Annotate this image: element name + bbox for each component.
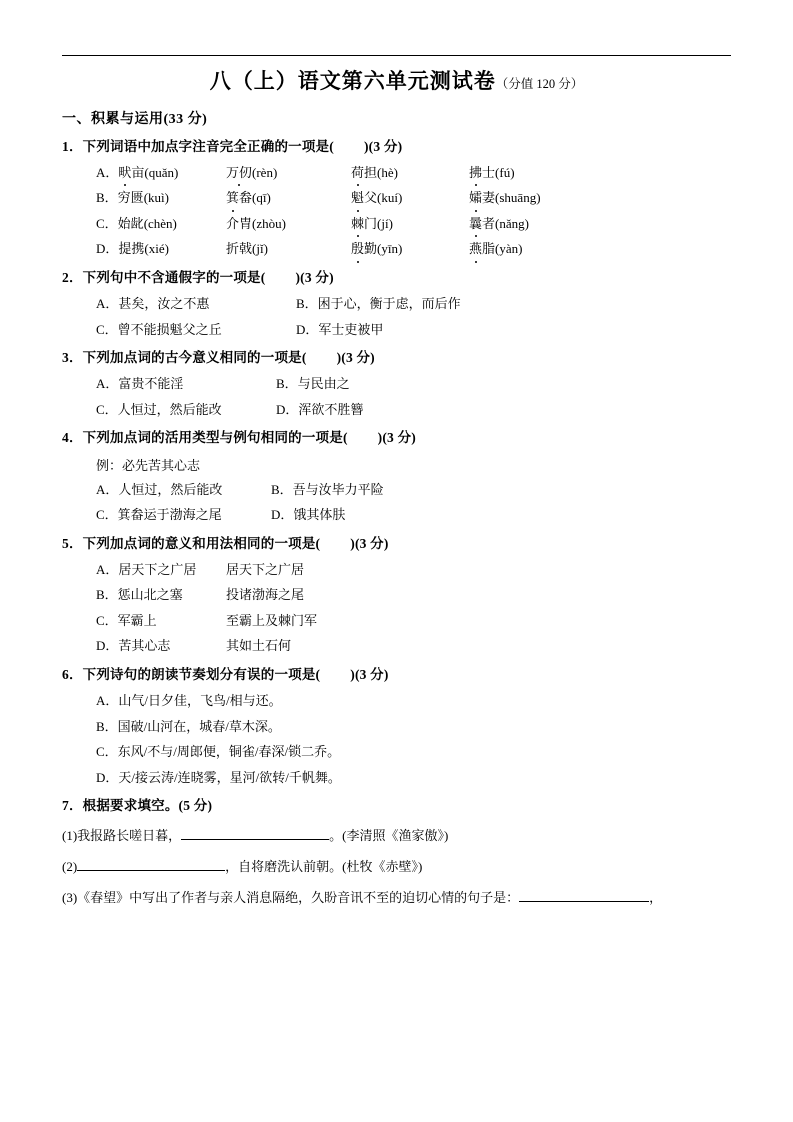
option-row (96, 611, 731, 631)
question-2-options (62, 294, 731, 339)
option-row (96, 691, 731, 711)
question-6-stem (62, 665, 731, 685)
fill-suffix: 。(李清照《渔家傲》) (329, 828, 449, 844)
section-heading-1: 一、积累与运用(33 分) (62, 111, 208, 127)
question-6 (62, 665, 731, 787)
dotted-char: 拂 (469, 163, 482, 183)
fill-prefix: (1)我报路长嗟日暮， (62, 828, 182, 844)
question-3-stem (62, 348, 731, 368)
option-word: 担 (364, 164, 378, 180)
option-row (96, 742, 731, 762)
option-d: D．军士吏被甲 (296, 321, 384, 337)
question-5 (62, 534, 731, 656)
option-row (96, 768, 731, 788)
option-word: 父 (364, 190, 378, 206)
option-row (96, 188, 731, 208)
option-row (96, 505, 731, 525)
question-5-tail: )(3 分) (350, 535, 389, 551)
pinyin: (nǎng) (495, 215, 529, 231)
answer-blank[interactable] (519, 889, 649, 902)
question-6-tail: )(3 分) (350, 666, 389, 682)
option-item (351, 214, 469, 234)
pinyin: (jǐ) (252, 241, 268, 257)
question-2-number: 2． (62, 269, 83, 285)
fill-prefix: (2) (62, 859, 78, 875)
option-item (469, 214, 587, 234)
option-word: 畚 (239, 190, 253, 206)
dotted-char: 曩 (469, 214, 482, 234)
pinyin: (yīn) (377, 241, 403, 257)
question-4-number: 4． (62, 430, 83, 446)
option-c (96, 214, 226, 234)
option-b-second: 投诸渤海之尾 (226, 587, 305, 603)
question-5-stem (62, 534, 731, 554)
pinyin: (kuí) (377, 190, 403, 206)
question-7-number: 7． (62, 798, 83, 813)
fill-suffix: ， (649, 890, 663, 906)
option-b: B．国破/山河在，城春/草木深。 (96, 718, 281, 734)
dotted-char: 畎 (118, 163, 131, 183)
option-row (96, 585, 731, 605)
option-label: D． (96, 241, 119, 257)
dotted-char: 棘 (351, 214, 364, 234)
dotted-char: 荷 (351, 163, 364, 183)
question-7 (62, 796, 731, 910)
question-5-options (62, 560, 731, 656)
fill-blank-1 (62, 825, 731, 847)
question-1-stem (62, 137, 731, 157)
question-1-tail: )(3 分) (363, 138, 403, 154)
option-item (226, 214, 351, 234)
option-row (96, 239, 731, 259)
question-1-number: 1． (62, 138, 83, 154)
fill-blank-2 (62, 856, 731, 878)
question-5-number: 5． (62, 535, 83, 551)
header-rule (62, 55, 731, 56)
option-d: D．浑欲不胜簪 (276, 401, 364, 417)
option-item (351, 188, 469, 208)
question-2-tail: )(3 分) (295, 269, 334, 285)
question-1 (62, 137, 731, 259)
option-word: 提携 (118, 241, 145, 257)
question-4-options (62, 480, 731, 525)
pinyin: (xié) (144, 241, 169, 257)
question-4-tail: )(3 分) (377, 430, 416, 446)
option-a: A．人恒过，然后能改 (96, 481, 223, 497)
question-6-options (62, 691, 731, 787)
question-2-text: 下列句中不含通假字的一项是( (82, 269, 266, 285)
option-a: A．甚矣，汝之不惠 (96, 296, 210, 311)
question-4 (62, 428, 731, 524)
question-5-text: 下列加点词的意义和用法相同的一项是( (82, 535, 321, 551)
option-item (226, 239, 351, 259)
question-4-text: 下列加点词的活用类型与例句相同的一项是( (82, 430, 348, 446)
option-row (96, 374, 731, 394)
option-word: 介胄 (226, 215, 253, 231)
option-row (96, 294, 731, 314)
question-4-example: 例：必先苦其心志 (96, 457, 201, 473)
option-item (226, 188, 351, 208)
dotted-char: 孀 (469, 188, 482, 208)
option-label: C． (96, 215, 118, 231)
question-3-number: 3． (62, 350, 83, 365)
option-c: C．人恒过，然后能改 (96, 401, 222, 417)
option-d-second: 其如土石何 (226, 638, 292, 654)
question-6-number: 6． (62, 666, 83, 682)
option-row (96, 717, 731, 737)
option-b: B．惩山北之塞 (96, 587, 183, 603)
option-d: D．天/接云涛/连晓雾，星河/欲转/千帆舞。 (96, 769, 341, 785)
pinyin: (yàn) (495, 241, 523, 257)
option-d: D．苦其心志 (96, 638, 171, 654)
option-c-second: 至霸上及棘门军 (226, 612, 318, 628)
pinyin: (hè) (377, 164, 398, 180)
dotted-char: 万仞 (226, 163, 252, 183)
dotted-char: 燕 (469, 239, 482, 259)
option-word: 妻 (482, 190, 496, 206)
option-c: C．箕畚运于渤海之尾 (96, 507, 222, 522)
option-item (351, 163, 469, 183)
option-item (469, 188, 587, 208)
pinyin: (jí) (377, 215, 393, 231)
option-item (351, 239, 469, 259)
question-3-options (62, 374, 731, 419)
question-3-text: 下列加点词的古今意义相同的一项是( (82, 350, 307, 365)
option-word: 门 (364, 215, 378, 231)
option-c: C．东风/不与/周郎便，铜雀/春深/锁二乔。 (96, 744, 341, 759)
option-row (96, 214, 731, 234)
question-2-stem (62, 268, 731, 288)
pinyin: (kuì) (143, 190, 169, 206)
option-word: 勤 (364, 241, 378, 257)
option-b: B．与民由之 (276, 376, 350, 392)
question-4-stem (62, 428, 731, 448)
option-row (96, 163, 731, 183)
option-word: 脂 (482, 241, 496, 257)
option-word: 折戟 (226, 241, 253, 257)
question-1-text: 下列词语中加点字注音完全正确的一项是( (82, 138, 334, 154)
pinyin: (quǎn) (144, 164, 179, 180)
option-a: A．山气/日夕佳，飞鸟/相与还。 (96, 693, 282, 708)
option-row (96, 400, 731, 420)
option-a: A．富贵不能淫 (96, 376, 184, 392)
dotted-char: 殷 (351, 239, 364, 259)
question-3 (62, 348, 731, 419)
option-label: A． (96, 164, 119, 180)
pinyin: (rèn) (252, 164, 278, 180)
option-c: C．曾不能损魁父之丘 (96, 321, 222, 337)
option-a (96, 163, 226, 183)
option-word: 士 (482, 164, 496, 180)
option-c: C．军霸上 (96, 612, 157, 628)
option-word: 亩 (131, 164, 145, 180)
dotted-char: 箕 (226, 188, 239, 208)
option-row (96, 636, 731, 656)
option-row (96, 480, 731, 500)
option-item (469, 163, 587, 183)
option-label: B． (96, 190, 118, 206)
page-title-text: 八（上）语文第六单元测试卷 (209, 69, 496, 93)
dotted-char: 魁 (351, 188, 364, 208)
option-word: 始龀 (117, 215, 144, 231)
option-row (96, 560, 731, 580)
option-row (96, 320, 731, 340)
option-b: B．吾与汝毕力平险 (271, 481, 384, 497)
option-item (226, 163, 351, 183)
pinyin: (fú) (495, 164, 515, 180)
option-item (469, 239, 587, 259)
question-3-tail: )(3 分) (336, 350, 375, 365)
answer-blank[interactable] (181, 827, 329, 840)
fill-blank-3 (62, 887, 731, 909)
option-b (96, 188, 226, 208)
fill-suffix: ，自将磨洗认前朝。(杜牧《赤壁》) (225, 859, 423, 875)
answer-blank[interactable] (77, 858, 225, 871)
pinyin: (qī) (252, 190, 271, 206)
option-word: 者 (482, 215, 496, 231)
question-7-text: 根据要求填空。(5 分) (82, 798, 213, 813)
question-6-text: 下列诗句的朗读节奏划分有误的一项是( (82, 666, 321, 682)
question-2 (62, 268, 731, 339)
question-1-options (62, 163, 731, 259)
question-7-stem (62, 796, 731, 816)
page-title-score: （分值 120 分） (495, 77, 584, 91)
option-a-second: 居天下之广居 (226, 561, 305, 577)
fill-prefix: (3)《春望》中写出了作者与亲人消息隔绝，久盼音讯不至的迫切心情的句子是： (62, 890, 520, 906)
option-word: 穷匮 (117, 190, 144, 206)
option-a: A．居天下之广居 (96, 561, 197, 577)
pinyin: (chèn) (143, 215, 177, 231)
option-d: D．饿其体肤 (271, 507, 346, 522)
pinyin: (shuāng) (495, 190, 541, 206)
option-d (96, 239, 226, 259)
option-b: B．困于心，衡于虑，而后作 (296, 296, 461, 311)
page-title (62, 66, 731, 98)
pinyin: (zhòu) (252, 215, 286, 231)
